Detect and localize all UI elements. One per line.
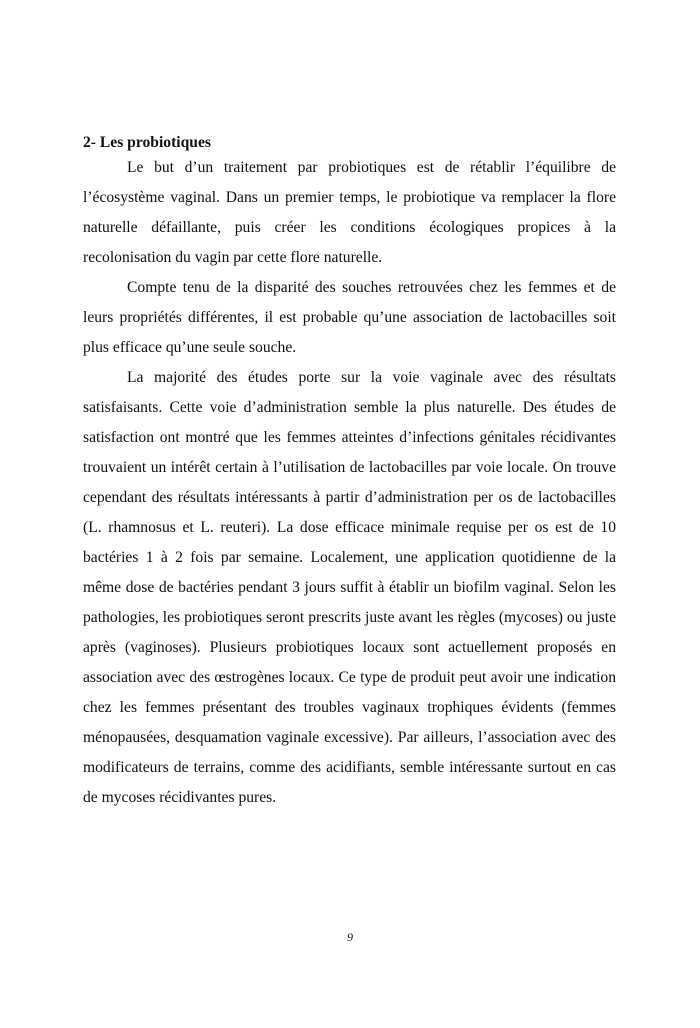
page-number: 9: [347, 930, 353, 944]
page-content: [83, 133, 616, 813]
paragraph-2: Compte tenu de la disparité des souches retrouvées chez les femmes et de leurs propriétés différentes, il est probable qu’une association de lactobacilles soit plus efficace qu’une seule souche.: [83, 279, 616, 356]
paragraph-1: Le but d’un traitement par probiotiques est de rétablir l’équilibre de l’écosystème vaginal. Dans un premier temps, le probiotique va remplacer la flore naturelle défaillante, puis créer les conditions écologiques propices à la recolonisation du vagin par cette flore naturelle.: [83, 159, 616, 266]
paragraph-3: La majorité des études porte sur la voie vaginale avec des résultats satisfaisants. Cette voie d’administration semble la plus naturelle. Des études de satisfaction ont montré que les femmes atteintes d’infections génitales récidivantes trouvaient un intérêt certain à l’utilisation de lactobacilles par voie locale. On trouve cependant des résultats intéressants à partir d’administration per os de lactobacilles (L. rhamnosus et L. reuteri). La dose efficace minimale requise per os est de 10 bactéries 1 à 2 fois par semaine. Localement, une application quotidienne de la même dose de bactéries pendant 3 jours suffit à établir un biofilm vaginal. Selon les pathologies, les probiotiques seront prescrits juste avant les règles (mycoses) ou juste après (vaginoses). Plusieurs probiotiques locaux sont actuellement proposés en association avec des œstrogènes locaux. Ce type de produit peut avoir une indication chez les femmes présentant des troubles vaginaux trophiques évidents (femmes ménopausées, desquamation vaginale excessive). Par ailleurs, l’association avec des modificateurs de terrains, comme des acidifiants, semble intéressante surtout en cas de mycoses récidivantes pures.: [83, 369, 616, 806]
section-heading: 2- Les probiotiques: [83, 134, 211, 151]
